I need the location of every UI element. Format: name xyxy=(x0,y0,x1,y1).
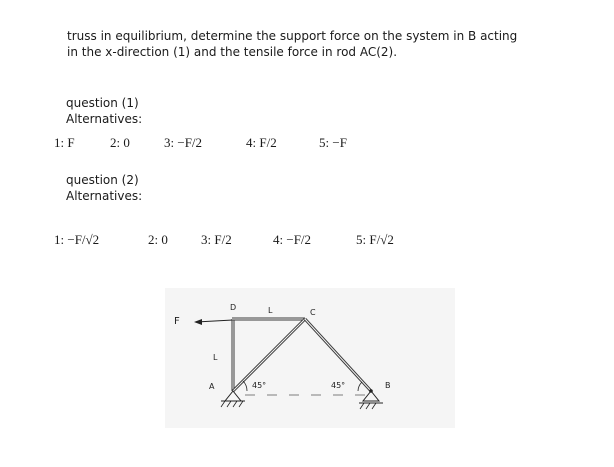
support-b-pin xyxy=(369,389,373,393)
q2-option-5[interactable]: 5: F/√2 xyxy=(356,232,394,247)
angle-arc-b xyxy=(358,382,362,391)
truss-drawing xyxy=(165,288,455,428)
question-2-options xyxy=(0,232,614,252)
label-b: B xyxy=(385,381,391,390)
label-c: C xyxy=(310,308,316,317)
support-b-hatch-2 xyxy=(366,403,370,409)
q1-option-1[interactable]: 1: F xyxy=(54,135,75,150)
member-ac-inner xyxy=(233,319,305,391)
question-2-alternatives-label: Alternatives: xyxy=(66,189,143,203)
support-b-hatch-1 xyxy=(360,403,364,409)
q1-option-3[interactable]: 3: −F/2 xyxy=(164,135,203,150)
support-b-hatch-3 xyxy=(372,403,376,409)
support-a-hatch-4 xyxy=(239,401,243,407)
q1-option-5[interactable]: 5: −F xyxy=(319,135,347,150)
support-a-hatch-3 xyxy=(233,401,237,407)
problem-line-2: in the x-direction (1) and the tensile force in rod AC(2). xyxy=(67,45,398,59)
support-a-hatch-1 xyxy=(221,401,225,407)
label-d: D xyxy=(230,303,237,312)
support-a xyxy=(225,391,241,401)
support-a-hatch-2 xyxy=(227,401,231,407)
q2-option-1[interactable]: 1: −F/√2 xyxy=(54,232,100,247)
problem-line-1: truss in equilibrium, determine the support force on the system in B acting xyxy=(67,29,518,43)
truss-figure xyxy=(165,288,455,428)
question-2-label: question (2) xyxy=(66,173,139,187)
q1-option-2[interactable]: 2: 0 xyxy=(110,135,130,150)
label-a: A xyxy=(209,382,215,391)
q2-option-2[interactable]: 2: 0 xyxy=(148,232,168,247)
q2-option-3[interactable]: 3: F/2 xyxy=(201,232,232,247)
label-angle-a: 45° xyxy=(252,381,267,390)
force-arrow-head xyxy=(194,319,202,325)
q2-option-4[interactable]: 4: −F/2 xyxy=(273,232,312,247)
label-f: F xyxy=(174,316,180,327)
question-1-alternatives-label: Alternatives: xyxy=(66,112,143,126)
label-angle-b: 45° xyxy=(331,381,346,390)
label-l-side: L xyxy=(213,353,218,362)
q1-option-4[interactable]: 4: F/2 xyxy=(246,135,277,150)
question-1-options xyxy=(0,135,614,153)
label-l-top: L xyxy=(268,306,273,315)
problem-statement xyxy=(67,28,587,60)
question-1-label: question (1) xyxy=(66,96,139,110)
